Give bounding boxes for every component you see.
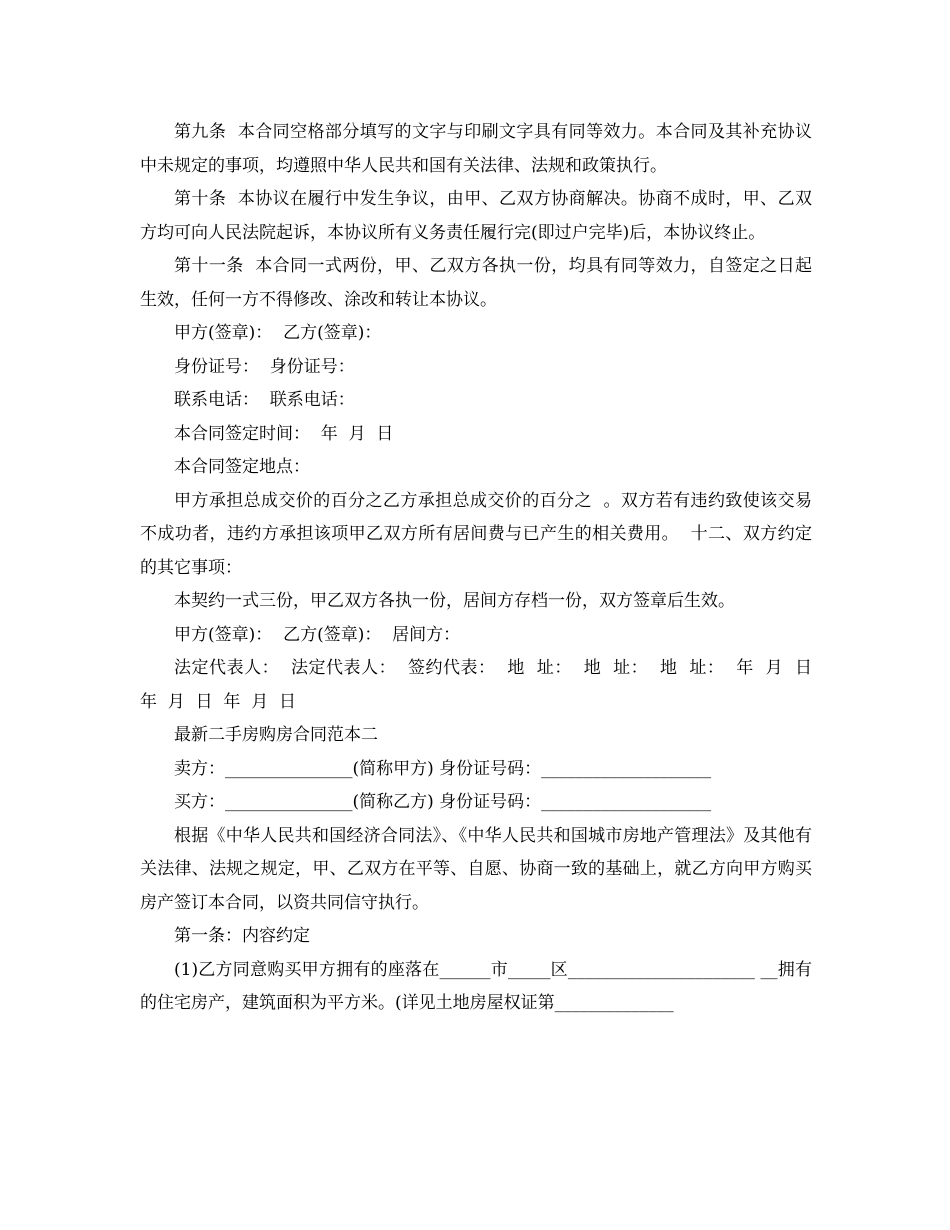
paragraph: 法定代表人： 法定代表人： 签约代表： 地 址： 地 址： 地 址： 年 月 日 年 月 日 年 月 日 (140, 658, 823, 712)
paragraph: 最新二手房购房合同范本二 (174, 725, 378, 745)
paragraph: 身份证号： 身份证号： (174, 356, 355, 377)
paragraph: 甲方(签章)： 乙方(签章)： 居间方： (174, 624, 461, 645)
paragraph: 第十一条 本合同一式两份，甲、乙双方各执一份，均具有同等效力，自签定之日起生效，任何一方不得修改、涂改和转让本协议。 (140, 256, 812, 310)
paragraph: 本合同签定地点： (174, 457, 310, 477)
paragraph: 根据《中华人民共和国经济合同法》、《中华人民共和国城市房地产管理法》及其他有关法律、法规之规定，甲、乙双方在平等、自愿、协商一致的基础上，就乙方向甲方购买房产签订本合同，以资共同信守执行。 (140, 825, 812, 913)
paragraph: 联系电话： 联系电话： (174, 390, 355, 410)
paragraph: 本合同签定时间： 年 月 日 (174, 423, 394, 444)
paragraph: 第一条：内容约定 (174, 926, 310, 946)
paragraph: 甲方(签章)： 乙方(签章)： (174, 323, 382, 343)
paragraph: 卖方：_______________(简称甲方) 身份证号码：____________________ (174, 758, 712, 779)
paragraph: 第十条 本协议在履行中发生争议，由甲、乙双方协商解决。协商不成时，甲、乙双方均可向人民法院起诉，本协议所有义务责任履行完(即过户完毕)后，本协议终止。 (140, 189, 812, 243)
paragraph: 第九条 本合同空格部分填写的文字与印刷文字具有同等效力。本合同及其补充协议中未规定的事项，均遵照中华人民共和国有关法律、法规和政策执行。 (140, 122, 812, 176)
paragraph: 买方：_______________(简称乙方) 身份证号码：____________________ (174, 792, 712, 812)
paragraph: 本契约一式三份，甲乙双方各执一份，居间方存档一份，双方签章后生效。 (174, 591, 735, 611)
paragraph: (1)乙方同意购买甲方拥有的座落在______市_____区______________________ __拥有的住宅房产，建筑面积为平方米。(详见土地房屋权证第______________ (140, 959, 812, 1013)
document-body (140, 116, 823, 1021)
paragraph: 甲方承担总成交价的百分之乙方承担总成交价的百分之 。双方若有违约致使该交易不成功者，违约方承担该项甲乙双方所有居间费与已产生的相关费用。 十二、双方约定的其它事项： (140, 490, 812, 578)
